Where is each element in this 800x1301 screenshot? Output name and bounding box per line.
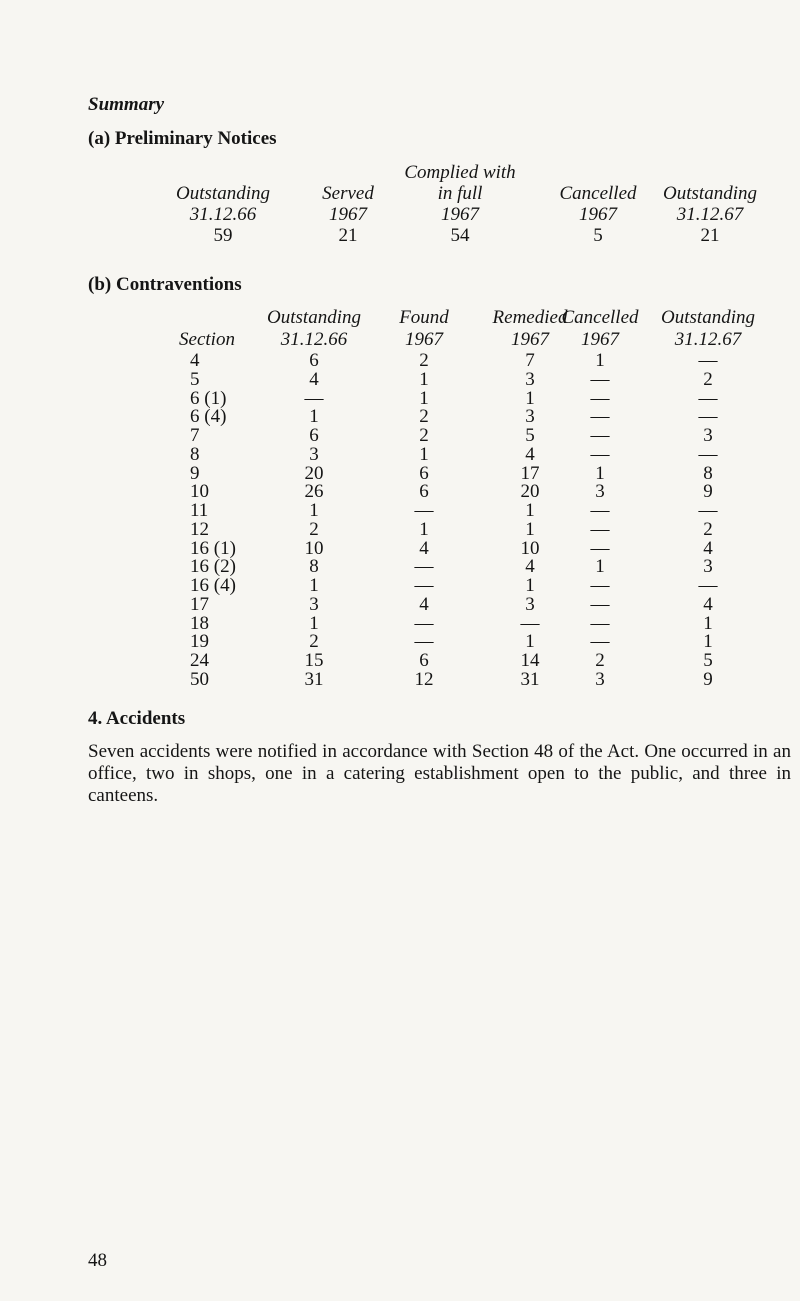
contraventions-heading: (b) Contraventions <box>88 274 242 295</box>
contra-cell: 4 <box>419 538 429 559</box>
contra-cell: 3 <box>525 594 535 615</box>
contra-cell: 2 <box>419 406 429 427</box>
contra-cell: — <box>698 500 718 521</box>
contra-cell: — <box>590 444 610 465</box>
prelim-header: Served <box>322 183 374 204</box>
contra-cell: 20 <box>304 463 324 484</box>
contra-cell: 1 <box>309 575 319 596</box>
contra-cell: — <box>414 556 434 577</box>
contra-cell: 31 <box>520 669 540 690</box>
contra-section-cell: 9 <box>190 463 200 484</box>
contra-cell: 8 <box>703 463 713 484</box>
contra-cell: 10 <box>520 538 540 559</box>
contra-cell: 5 <box>525 425 535 446</box>
contra-section-cell: 11 <box>190 500 209 521</box>
prelim-value: 59 <box>213 225 233 246</box>
contra-cell: — <box>590 538 610 559</box>
contra-cell: — <box>590 575 610 596</box>
contra-cell: 31 <box>304 669 324 690</box>
contra-cell: 4 <box>309 369 319 390</box>
contra-cell: — <box>414 575 434 596</box>
contra-cell: 1 <box>703 631 713 652</box>
contra-cell: 3 <box>309 444 319 465</box>
contra-cell: 3 <box>703 556 713 577</box>
contra-cell: — <box>698 406 718 427</box>
contra-cell: — <box>304 388 324 409</box>
contra-header-date: 1967 <box>511 329 549 350</box>
accidents-heading: 4. Accidents <box>88 708 186 729</box>
contra-cell: — <box>590 613 610 634</box>
contra-cell: 2 <box>703 519 713 540</box>
contra-cell: 2 <box>419 425 429 446</box>
contra-section-cell: 7 <box>190 425 200 446</box>
contra-header-date: 31.12.67 <box>674 329 742 350</box>
contra-cell: — <box>590 425 610 446</box>
contra-cell: — <box>414 631 434 652</box>
contra-header-date: 1967 <box>581 329 619 350</box>
contra-cell: 3 <box>595 669 605 690</box>
contra-cell: — <box>590 519 610 540</box>
contra-cell: 6 <box>309 425 319 446</box>
contra-cell: 5 <box>703 650 713 671</box>
contra-header-date: Section <box>179 329 235 350</box>
contra-header: Cancelled <box>561 307 639 328</box>
prelim-header-date: 1967 <box>441 204 479 225</box>
prelim-header-date: 31.12.67 <box>676 204 744 225</box>
prelim-header: in full <box>437 183 483 204</box>
contra-section-cell: 24 <box>190 650 209 671</box>
contra-cell: 12 <box>414 669 434 690</box>
prelim-header: Outstanding <box>663 183 757 204</box>
contra-cell: — <box>590 406 610 427</box>
contra-header: Outstanding <box>661 307 755 328</box>
prelim-value: 5 <box>593 225 603 246</box>
contra-cell: 3 <box>309 594 319 615</box>
contra-cell: — <box>590 594 610 615</box>
contra-cell: 1 <box>525 575 535 596</box>
contra-cell: 1 <box>419 388 429 409</box>
contra-cell: — <box>590 388 610 409</box>
contra-cell: 3 <box>703 425 713 446</box>
contra-section-cell: 16 (4) <box>190 575 236 596</box>
contra-cell: — <box>698 444 718 465</box>
contra-cell: 8 <box>309 556 319 577</box>
contra-header: Remedied <box>492 307 568 328</box>
contra-cell: 1 <box>703 613 713 634</box>
contra-cell: 1 <box>595 463 605 484</box>
contra-cell: 2 <box>595 650 605 671</box>
contra-cell: — <box>698 388 718 409</box>
contra-cell: 6 <box>419 650 429 671</box>
contra-cell: 1 <box>525 519 535 540</box>
contra-cell: 3 <box>595 481 605 502</box>
prelim-header: Cancelled <box>559 183 637 204</box>
contra-cell: 4 <box>419 594 429 615</box>
contra-cell: 4 <box>525 556 535 577</box>
contra-cell: 1 <box>419 519 429 540</box>
contra-cell: 7 <box>525 350 535 371</box>
contra-cell: 9 <box>703 481 713 502</box>
contra-cell: — <box>414 613 434 634</box>
contra-cell: 6 <box>419 463 429 484</box>
contra-cell: 17 <box>520 463 540 484</box>
contra-section-cell: 50 <box>190 669 209 690</box>
contra-section-cell: 18 <box>190 613 209 634</box>
contra-cell: 1 <box>309 406 319 427</box>
prelim-value: 54 <box>450 225 470 246</box>
contra-header: Found <box>399 307 449 328</box>
contra-header-date: 1967 <box>405 329 443 350</box>
contra-cell: 2 <box>309 631 319 652</box>
contra-section-cell: 16 (1) <box>190 538 236 559</box>
contra-cell: 15 <box>304 650 324 671</box>
contra-section-cell: 19 <box>190 631 209 652</box>
contra-cell: — <box>590 631 610 652</box>
contra-cell: 2 <box>419 350 429 371</box>
contra-cell: — <box>414 500 434 521</box>
contra-cell: 2 <box>703 369 713 390</box>
contra-section-cell: 10 <box>190 481 209 502</box>
contra-section-cell: 8 <box>190 444 200 465</box>
contra-cell: 1 <box>419 369 429 390</box>
contra-cell: 1 <box>309 500 319 521</box>
contra-section-cell: 12 <box>190 519 209 540</box>
contra-cell: 14 <box>520 650 540 671</box>
contra-cell: 20 <box>520 481 540 502</box>
contra-section-cell: 4 <box>190 350 200 371</box>
prelim-value: 21 <box>700 225 720 246</box>
contra-cell: 3 <box>525 369 535 390</box>
contra-section-cell: 5 <box>190 369 200 390</box>
accidents-paragraph: Seven accidents were notified in accordance with Section 48 of the Act. One occurred in an office, two in shops, one in a catering establishment open to the public, and three in canteens. <box>88 741 791 806</box>
contra-section-cell: 6 (4) <box>190 406 227 427</box>
contra-header: Outstanding <box>267 307 361 328</box>
contra-cell: 10 <box>304 538 324 559</box>
contra-cell: 9 <box>703 669 713 690</box>
prelim-value: 21 <box>338 225 358 246</box>
contra-cell: 1 <box>525 500 535 521</box>
contra-cell: — <box>590 500 610 521</box>
contra-cell: 1 <box>525 388 535 409</box>
preliminary-notices-heading: (a) Preliminary Notices <box>88 128 277 149</box>
prelim-header-date: 1967 <box>329 204 367 225</box>
contra-section-cell: 16 (2) <box>190 556 236 577</box>
contra-cell: 1 <box>525 631 535 652</box>
prelim-header-date: 1967 <box>579 204 617 225</box>
contra-cell: 3 <box>525 406 535 427</box>
contra-cell: — <box>698 350 718 371</box>
prelim-header-date: 31.12.66 <box>189 204 257 225</box>
contra-cell: 1 <box>419 444 429 465</box>
contra-cell: 1 <box>595 556 605 577</box>
contra-cell: 4 <box>703 594 713 615</box>
contra-section-cell: 17 <box>190 594 209 615</box>
page-number: 48 <box>88 1250 107 1271</box>
contra-header-date: 31.12.66 <box>280 329 348 350</box>
contra-cell: — <box>698 575 718 596</box>
contra-cell: 4 <box>703 538 713 559</box>
contra-cell: 2 <box>309 519 319 540</box>
contra-cell: — <box>590 369 610 390</box>
contra-cell: 1 <box>595 350 605 371</box>
prelim-header-top: Complied with <box>404 162 516 183</box>
contra-cell: 6 <box>309 350 319 371</box>
contra-cell: 4 <box>525 444 535 465</box>
contra-section-cell: 6 (1) <box>190 388 227 409</box>
summary-title: Summary <box>88 94 165 115</box>
contra-cell: 26 <box>304 481 324 502</box>
contra-cell: 6 <box>419 481 429 502</box>
contra-cell: 1 <box>309 613 319 634</box>
prelim-header: Outstanding <box>176 183 270 204</box>
contra-cell: — <box>520 613 540 634</box>
